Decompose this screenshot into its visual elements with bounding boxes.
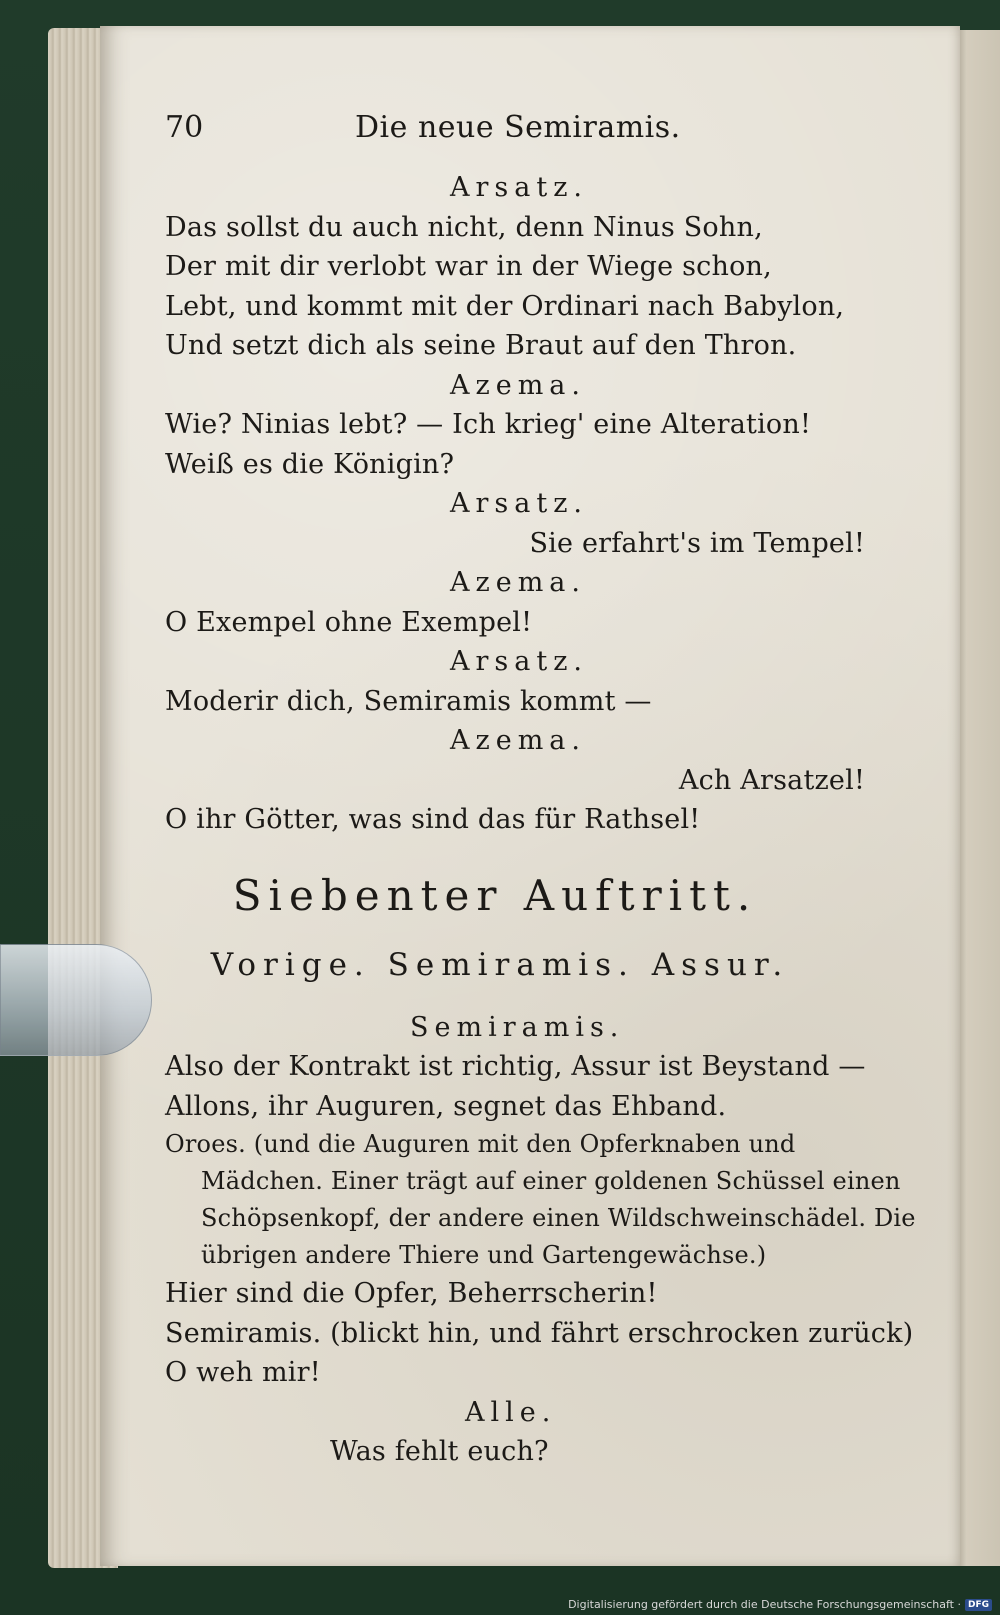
verse-line: O ihr Götter, was sind das für Rathsel! (165, 804, 701, 835)
verse-line: Lebt, und kommt mit der Ordinari nach Babylon, (165, 290, 845, 322)
page-header (165, 110, 865, 156)
verse-line: Semiramis. (blickt hin, und fährt erschrocken zurück) (165, 1317, 914, 1349)
verse-line: Und setzt dich als seine Braut auf den Thron. (165, 330, 797, 361)
speaker-name: Azema. (450, 725, 586, 756)
scene-persons: Vorige. Semiramis. Assur. (210, 946, 790, 983)
verse-line: Was fehlt euch? (330, 1436, 549, 1467)
stage-direction: übrigen andere Thiere und Gartengewächse.) (201, 1241, 767, 1269)
verse-line: Der mit dir verlobt war in der Wiege schon, (165, 251, 772, 282)
verse-line: Moderir dich, Semiramis kommt — (165, 685, 652, 717)
speaker-name: Arsatz. (450, 646, 589, 677)
stage-direction: Oroes. (und die Auguren mit den Opferknaben und (165, 1130, 796, 1158)
page-number: 70 (165, 110, 204, 145)
verse-line: Das sollst du auch nicht, denn Ninus Sohn, (165, 211, 763, 243)
speaker-name: Azema. (450, 369, 586, 401)
verse-line: Also der Kontrakt ist richtig, Assur ist Beystand — (165, 1051, 866, 1082)
credit-text: Digitalisierung gefördert durch die Deutsche Forschungsgemeinschaft · (568, 1598, 961, 1611)
speaker-name: Semiramis. (410, 1011, 625, 1043)
verse-line: O Exempel ohne Exempel! (165, 606, 533, 638)
page-clip (0, 944, 152, 1056)
speaker-name: Arsatz. (450, 172, 589, 203)
speaker-name: Alle. (465, 1396, 557, 1428)
verse-line: O weh mir! (165, 1357, 321, 1388)
verse-line: Wie? Ninias lebt? — Ich krieg' eine Alteration! (165, 409, 811, 440)
scene-title: Siebenter Auftritt. (232, 870, 758, 920)
verse-line: Allons, ihr Auguren, segnet das Ehband. (165, 1090, 727, 1122)
verse-line: Ach Arsatzel! (678, 764, 865, 796)
page-text (165, 110, 916, 1472)
stage-direction: Schöpsenkopf, der andere einen Wildschweinschädel. Die (201, 1204, 916, 1232)
dfg-logo: DFG (965, 1599, 992, 1611)
verse-line: Weiß es die Königin? (165, 448, 455, 480)
speaker-name: Azema. (450, 567, 586, 598)
running-title: Die neue Semiramis. (355, 110, 681, 145)
speaker-name: Arsatz. (450, 488, 589, 519)
stage-direction: Mädchen. Einer trägt auf einer goldenen Schüssel einen (201, 1167, 901, 1195)
digitization-credit (568, 1598, 992, 1611)
verse-line: Hier sind die Opfer, Beherrscherin! (165, 1278, 658, 1309)
verse-line: Sie erfahrt's im Tempel! (529, 527, 865, 559)
